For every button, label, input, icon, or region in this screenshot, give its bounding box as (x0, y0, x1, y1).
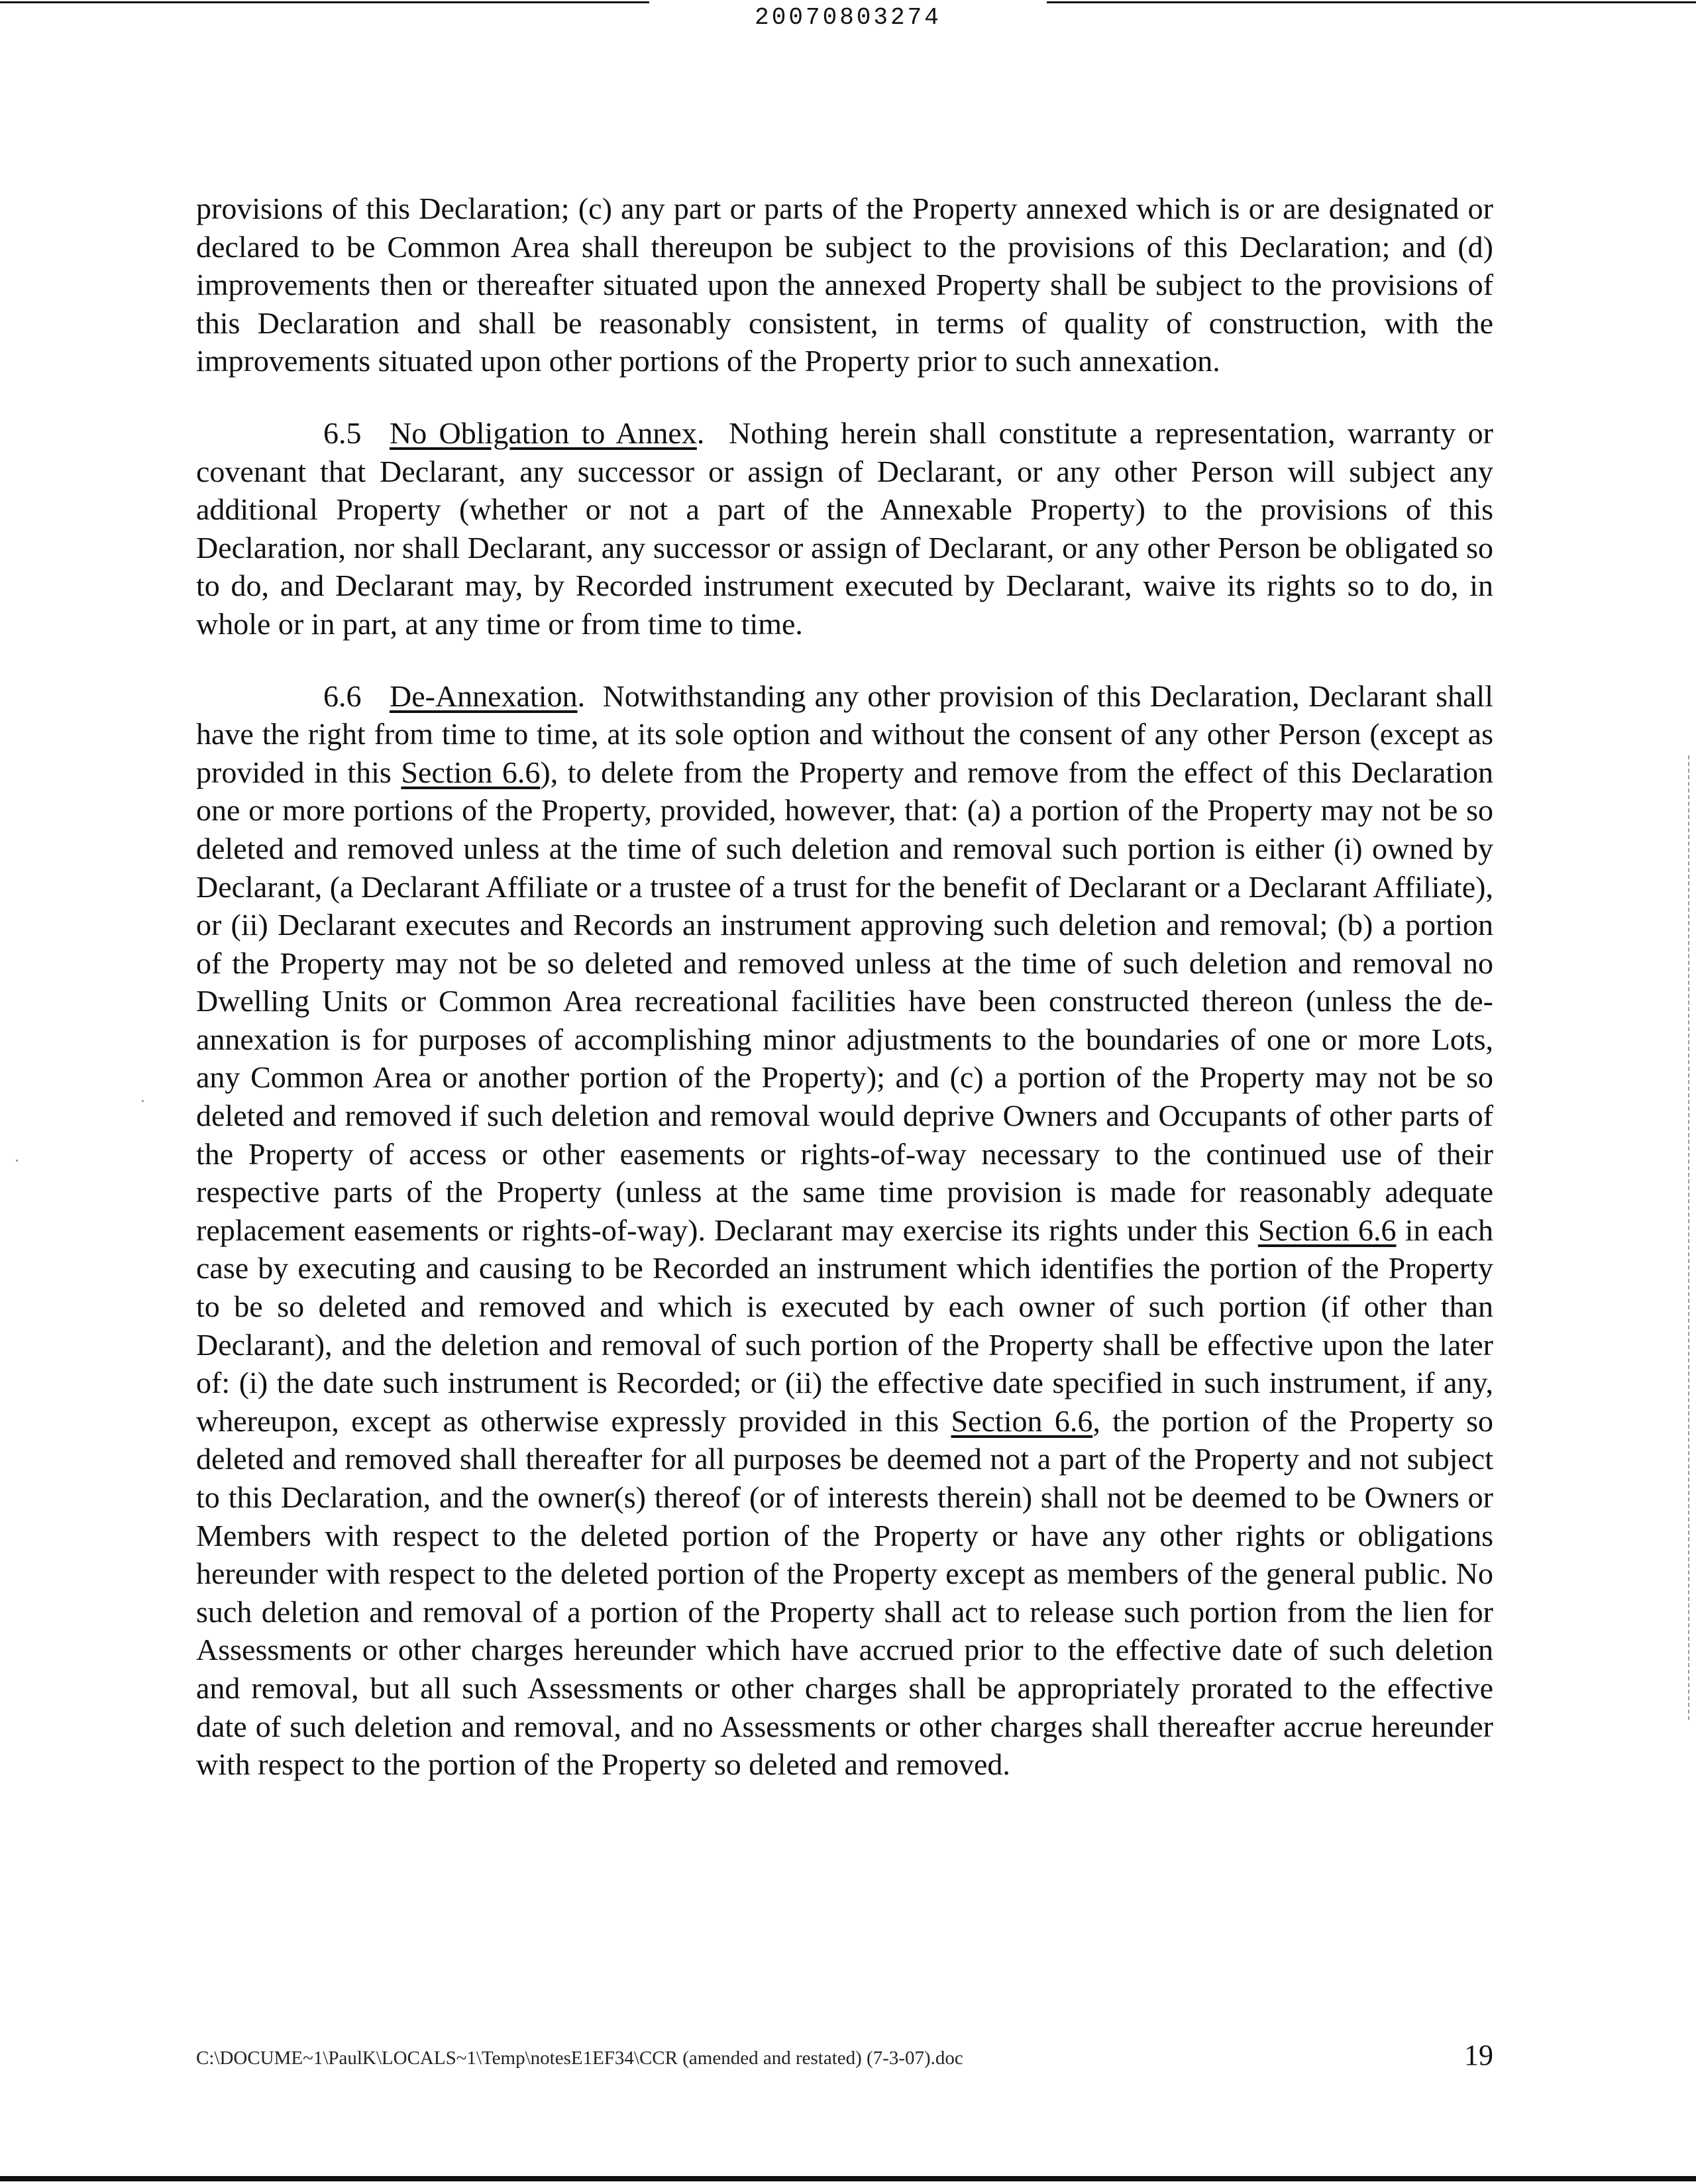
paragraph-text: provisions of this Declaration; (c) any part or parts of the Property annexed which is or are designated or declared to be Common Area shall thereupon be subject to the provisions of this Declaration; and (d) improvements then or thereafter situated upon the annexed Property shall be subject to the provisions of this Declaration and shall be reasonably consistent, in terms of quality of construction, with the improvements situated upon other portions of the Property prior to such annexation. (196, 191, 1493, 378)
top-rule-right (1047, 1, 1696, 3)
section-text: in each case by executing and causing to be Recorded an instrument which identifies the portion of the Property to be so deleted and removed and which is executed by each owner of such portion (if other than Declarant), and the deletion and removal of such portion of the Property shall be effective upon the later of: (i) the date such instrument is Recorded; or (ii) the effective date specified in such instrument, if any, whereupon, except as otherwise expressly provided in this (196, 1213, 1493, 1438)
section-text: Nothing herein shall constitute a representation, warranty or covenant that Declarant, any successor or assign of Declarant, or any other Person will subject any additional Property (whether or not a part of the Annexable Property) to the provisions of this Declaration, nor shall Declarant, any successor or assign of Declarant, or any other Person be obligated so to do, and Declarant may, by Recorded instrument executed by Declarant, waive its rights so to do, in whole or in part, at any time or from time to time. (196, 415, 1493, 641)
scan-margin-line (1688, 755, 1689, 1723)
section-text: Notwithstanding any other provision of this Declaration, Declarant shall have the right from time to time, at its sole option and without the consent of any other Person (except as provided in this (196, 679, 1493, 789)
section-reference: Section 6.6 (1257, 1213, 1397, 1247)
section-number: 6.5 (323, 415, 362, 450)
section-number: 6.6 (323, 679, 362, 713)
section-title-punct: . (577, 679, 586, 713)
section-title: De-Annexation (390, 679, 578, 713)
footer-file-path: C:\DOCUME~1\PaulK\LOCALS~1\Temp\notesE1EF34\CCR (amended and restated) (7-3-07).doc (196, 2048, 963, 2069)
section-text: ), to delete from the Property and remove from the effect of this Declaration one or more portions of the Property, provided, however, that: (a) a portion of the Property may not be so deleted and removed unless at the time of such deletion and removal such portion is either (i) owned by Declarant, (a Declarant Affiliate or a trustee of a trust for the benefit of Declarant or a Declarant Affiliate), or (ii) Declarant executes and Records an instrument approving such deletion and removal; (b) a portion of the Property may not be so deleted and removed unless at the time of such deletion and removal no Dwelling Units or Common Area recreational facilities have been constructed thereon (unless the de-annexation is for purposes of accomplishing minor adjustments to the boundaries of one or more Lots, any Common Area or another portion of the Property); and (c) a portion of the Property may not be so deleted and removed if such deletion and removal would deprive Owners and Occupants of other parts of the Property of access or other easements or rights-of-way necessary to the continued use of their respective parts of the Property (unless at the same time provision is made for reasonably adequate replacement easements or rights-of-way). Declarant may exercise its rights under this (196, 755, 1494, 1247)
section-reference: Section 6.6 (401, 755, 541, 789)
scan-speck (142, 1100, 144, 1102)
section-reference: Section 6.6 (951, 1403, 1093, 1438)
section-6-5 (196, 414, 1493, 643)
document-body (196, 190, 1493, 1784)
scan-speck (16, 1160, 18, 1162)
document-number: 20070803274 (755, 4, 941, 31)
section-title-punct: . (696, 415, 705, 450)
section-6-6 (196, 677, 1493, 1784)
section-text: , the portion of the Property so deleted and removed shall thereafter for all purposes be deemed not a part of the Property and not subject to this Declaration, and the owner(s) thereof (or of interests therein) shall not be deemed to be Owners or Members with respect to the deleted portion of the Property or have any other rights or obligations hereunder with respect to the deleted portion of the Property except as members of the general public. No such deletion and removal of a portion of the Property shall act to release such portion from the lien for Assessments or other charges hereunder which have accrued prior to the effective date of such deletion and removal, but all such Assessments or other charges shall be appropriately prorated to the effective date of such deletion and removal, and no Assessments or other charges shall thereafter accrue hereunder with respect to the portion of the Property so deleted and removed. (196, 1403, 1493, 1782)
bottom-rule (0, 2176, 1696, 2181)
top-rule-left (0, 1, 649, 3)
page-number: 19 (1464, 2039, 1493, 2071)
section-title: No Obligation to Annex (390, 415, 697, 450)
paragraph-continuation (196, 190, 1493, 380)
